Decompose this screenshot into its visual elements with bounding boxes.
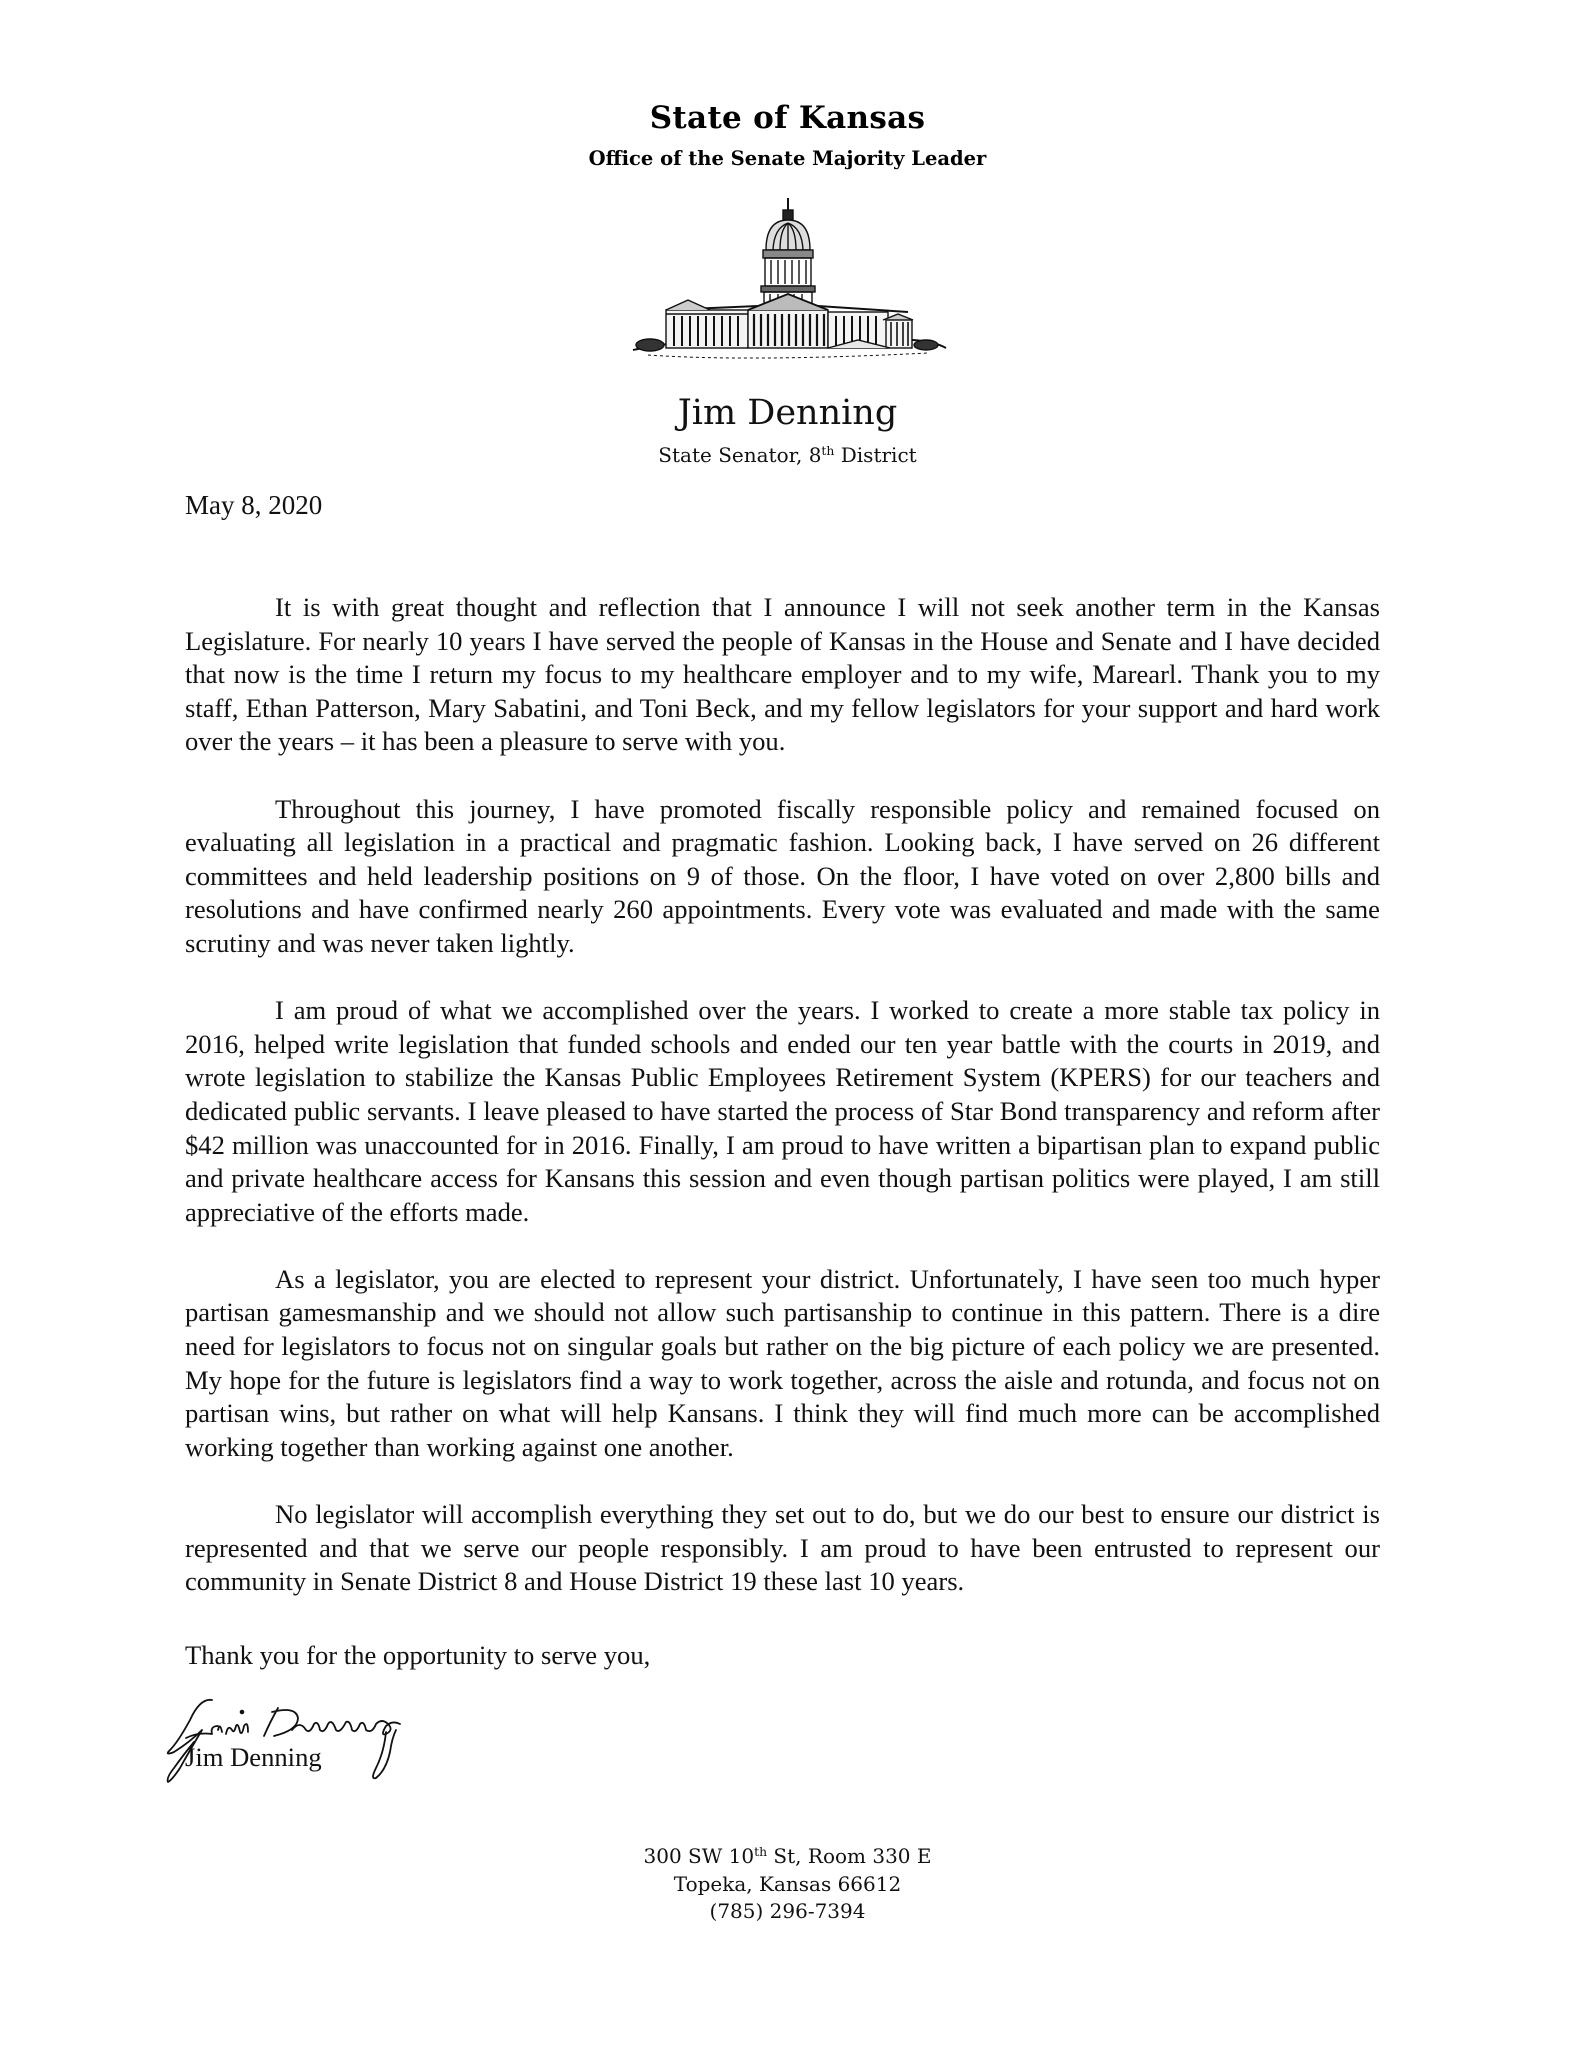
body-paragraph: It is with great thought and reflection that I announce I will not seek another term in the Kansas Legislature. For nearly 10 years I have served the people of Kansas in the House and Senate and I have decided that now is the time I return my focus to my healthcare employer and to my wife, Marearl. Thank you to my staff, Ethan Patterson, Mary Sabatini, and Toni Beck, and my fellow legislators for your support and hard work over the years – it has been a pleasure to serve with you.: [185, 592, 1380, 757]
address-street-rest: St, Room 330 E: [767, 1844, 932, 1868]
letter-date: May 8, 2020: [185, 490, 323, 520]
sender-title-suffix: District: [834, 443, 917, 467]
letterhead-title: State of Kansas: [649, 100, 926, 136]
address-street: [0, 1843, 1575, 1871]
closing-line: Thank you for the opportunity to serve you,: [185, 1640, 651, 1670]
body-paragraph: As a legislator, you are elected to represent your district. Unfortunately, I have seen too much hyper partisan gamesmanship and we should not allow such partisanship to continue in this pattern. There is a dire need for legislators to focus not on singular goals but rather on the big picture of each policy we are presented. My hope for the future is legislators find a way to work together, across the aisle and rotunda, and focus not on partisan wins, but rather on what will help Kansans. I think they will find much more can be accomplished working together than working against one another.: [185, 1263, 1380, 1462]
sender-name: Jim Denning: [677, 393, 898, 433]
body-paragraph: I am proud of what we accomplished over the years. I worked to create a more stable tax policy in 2016, helped write legislation that funded schools and ended our ten year battle with the courts in 2019, and wrote legislation to stabilize the Kansas Public Employees Retirement System (KPERS) for our teachers and dedicated public servants. I leave pleased to have started the process of Star Bond transparency and reform after $42 million was unaccounted for in 2016. Finally, I am proud to have written a bipartisan plan to expand public and private healthcare access for Kansans this session and even though partisan politics were played, I am still appreciative of the efforts made.: [185, 995, 1380, 1227]
signature-icon: [160, 1690, 480, 1790]
sender-title-text: State Senator, 8: [658, 443, 822, 467]
sender-title: [0, 443, 1575, 467]
body-paragraph: Throughout this journey, I have promoted fiscally responsible policy and remained focused on evaluating all legislation in a practical and pragmatic fashion. Looking back, I have served on 26 different committees and held leadership positions on 9 of those. On the floor, I have voted on over 2,800 bills and resolutions and have confirmed nearly 260 appointments. Every vote was evaluated and made with the same scrutiny and was never taken lightly.: [185, 793, 1380, 958]
address-city: Topeka, Kansas 66612: [673, 1871, 902, 1896]
address-phone: (785) 296-7394: [709, 1899, 866, 1923]
letter-body: [185, 591, 1380, 1632]
capitol-building-icon: [628, 190, 948, 365]
letterhead-subtitle: Office of the Senate Majority Leader: [588, 147, 987, 170]
address-street-ordinal: th: [754, 1844, 768, 1860]
footer-address: [0, 1843, 1575, 1926]
signed-name: Jim Denning: [185, 1742, 322, 1772]
sender-title-ordinal: th: [821, 443, 835, 459]
address-street-number: 300 SW 10: [643, 1844, 755, 1868]
body-paragraph: No legislator will accomplish everything they set out to do, but we do our best to ensure our district is represented and that we serve our people responsibly. I am proud to have been entrusted to represent our community in Senate District 8 and House District 19 these last 10 years.: [185, 1499, 1380, 1597]
